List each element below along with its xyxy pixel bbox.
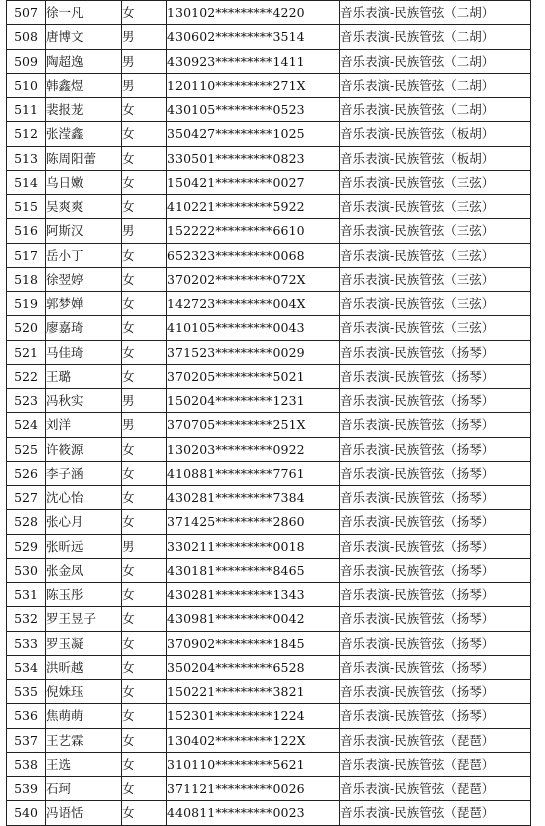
gender-cell: 女 (122, 510, 167, 534)
id-number-cell: 152301*********1224 (167, 704, 340, 728)
id-number-cell: 142723*********004X (167, 292, 340, 316)
name-cell: 倪姝珏 (46, 680, 122, 704)
gender-cell: 女 (122, 316, 167, 340)
table-row (7, 534, 531, 558)
row-number-cell: 528 (7, 510, 46, 534)
row-number-cell: 534 (7, 655, 46, 679)
gender-cell: 女 (122, 704, 167, 728)
row-number-cell: 514 (7, 170, 46, 194)
row-number-cell: 535 (7, 680, 46, 704)
id-number-cell: 430981*********0042 (167, 607, 340, 631)
major-cell: 音乐表演-民族管弦（琵琶） (340, 801, 531, 825)
gender-cell: 女 (122, 292, 167, 316)
name-cell: 岳小丁 (46, 243, 122, 267)
row-number-cell: 521 (7, 340, 46, 364)
major-cell: 音乐表演-民族管弦（扬琴） (340, 583, 531, 607)
row-number-cell: 531 (7, 583, 46, 607)
table-row (7, 243, 531, 267)
id-number-cell: 330501*********0823 (167, 146, 340, 170)
table-row (7, 292, 531, 316)
gender-cell: 女 (122, 1, 167, 25)
row-number-cell: 517 (7, 243, 46, 267)
id-number-cell: 370205*********5021 (167, 364, 340, 388)
major-cell: 音乐表演-民族管弦（二胡） (340, 25, 531, 49)
name-cell: 唐博文 (46, 25, 122, 49)
id-number-cell: 430281*********1343 (167, 583, 340, 607)
name-cell: 张昕远 (46, 534, 122, 558)
major-cell: 音乐表演-民族管弦（扬琴） (340, 486, 531, 510)
name-cell: 洪昕越 (46, 655, 122, 679)
id-number-cell: 430105*********0523 (167, 98, 340, 122)
name-cell: 罗玉凝 (46, 631, 122, 655)
row-number-cell: 525 (7, 437, 46, 461)
name-cell: 刘洋 (46, 413, 122, 437)
table-row (7, 583, 531, 607)
major-cell: 音乐表演-民族管弦（板胡） (340, 122, 531, 146)
id-number-cell: 371425*********2860 (167, 510, 340, 534)
table-row (7, 437, 531, 461)
row-number-cell: 524 (7, 413, 46, 437)
major-cell: 音乐表演-民族管弦（二胡） (340, 98, 531, 122)
gender-cell: 女 (122, 146, 167, 170)
row-number-cell: 511 (7, 98, 46, 122)
gender-cell: 女 (122, 267, 167, 291)
table-row (7, 486, 531, 510)
row-number-cell: 537 (7, 728, 46, 752)
major-cell: 音乐表演-民族管弦（三弦） (340, 316, 531, 340)
gender-cell: 女 (122, 752, 167, 776)
row-number-cell: 512 (7, 122, 46, 146)
table-row (7, 631, 531, 655)
gender-cell: 女 (122, 98, 167, 122)
name-cell: 张滢鑫 (46, 122, 122, 146)
table-row (7, 170, 531, 194)
name-cell: 陈周阳蕾 (46, 146, 122, 170)
id-number-cell: 152222*********6610 (167, 219, 340, 243)
major-cell: 音乐表演-民族管弦（扬琴） (340, 340, 531, 364)
table-row (7, 267, 531, 291)
gender-cell: 女 (122, 340, 167, 364)
table-row (7, 195, 531, 219)
row-number-cell: 522 (7, 364, 46, 388)
major-cell: 音乐表演-民族管弦（扬琴） (340, 607, 531, 631)
table-row (7, 558, 531, 582)
table-row (7, 25, 531, 49)
major-cell: 音乐表演-民族管弦（琵琶） (340, 728, 531, 752)
row-number-cell: 515 (7, 195, 46, 219)
id-number-cell: 130102*********4220 (167, 1, 340, 25)
major-cell: 音乐表演-民族管弦（三弦） (340, 267, 531, 291)
name-cell: 王璐 (46, 364, 122, 388)
table-row (7, 146, 531, 170)
id-number-cell: 440811*********0023 (167, 801, 340, 825)
id-number-cell: 120110*********271X (167, 73, 340, 97)
row-number-cell: 530 (7, 558, 46, 582)
major-cell: 音乐表演-民族管弦（扬琴） (340, 437, 531, 461)
major-cell: 音乐表演-民族管弦（扬琴） (340, 558, 531, 582)
name-cell: 吴爽爽 (46, 195, 122, 219)
major-cell: 音乐表演-民族管弦（二胡） (340, 73, 531, 97)
gender-cell: 女 (122, 607, 167, 631)
table-row (7, 340, 531, 364)
table-row (7, 704, 531, 728)
row-number-cell: 532 (7, 607, 46, 631)
row-number-cell: 508 (7, 25, 46, 49)
table-row (7, 122, 531, 146)
gender-cell: 女 (122, 777, 167, 801)
name-cell: 张金凤 (46, 558, 122, 582)
row-number-cell: 539 (7, 777, 46, 801)
row-number-cell: 507 (7, 1, 46, 25)
table-row (7, 728, 531, 752)
name-cell: 冯秋实 (46, 389, 122, 413)
id-number-cell: 350204*********6528 (167, 655, 340, 679)
gender-cell: 女 (122, 461, 167, 485)
major-cell: 音乐表演-民族管弦（二胡） (340, 1, 531, 25)
major-cell: 音乐表演-民族管弦（扬琴） (340, 704, 531, 728)
table-row (7, 364, 531, 388)
id-number-cell: 410105*********0043 (167, 316, 340, 340)
name-cell: 阿斯汉 (46, 219, 122, 243)
id-number-cell: 371121*********0026 (167, 777, 340, 801)
row-number-cell: 520 (7, 316, 46, 340)
gender-cell: 女 (122, 243, 167, 267)
major-cell: 音乐表演-民族管弦（三弦） (340, 219, 531, 243)
table-row (7, 777, 531, 801)
id-number-cell: 371523*********0029 (167, 340, 340, 364)
gender-cell: 女 (122, 486, 167, 510)
gender-cell: 女 (122, 728, 167, 752)
table-row (7, 98, 531, 122)
id-number-cell: 350427*********1025 (167, 122, 340, 146)
name-cell: 许筱源 (46, 437, 122, 461)
major-cell: 音乐表演-民族管弦（扬琴） (340, 655, 531, 679)
major-cell: 音乐表演-民族管弦（扬琴） (340, 413, 531, 437)
id-number-cell: 652323*********0068 (167, 243, 340, 267)
id-number-cell: 410221*********5922 (167, 195, 340, 219)
gender-cell: 女 (122, 122, 167, 146)
gender-cell: 男 (122, 73, 167, 97)
name-cell: 徐翌婷 (46, 267, 122, 291)
row-number-cell: 538 (7, 752, 46, 776)
gender-cell: 男 (122, 413, 167, 437)
gender-cell: 男 (122, 219, 167, 243)
gender-cell: 男 (122, 49, 167, 73)
candidate-roster-table (6, 0, 531, 826)
row-number-cell: 527 (7, 486, 46, 510)
table-row (7, 752, 531, 776)
table-row (7, 655, 531, 679)
id-number-cell: 310110*********5621 (167, 752, 340, 776)
name-cell: 李子涵 (46, 461, 122, 485)
id-number-cell: 150204*********1231 (167, 389, 340, 413)
table-row (7, 389, 531, 413)
gender-cell: 女 (122, 631, 167, 655)
major-cell: 音乐表演-民族管弦（琵琶） (340, 777, 531, 801)
major-cell: 音乐表演-民族管弦（二胡） (340, 49, 531, 73)
name-cell: 乌日嫩 (46, 170, 122, 194)
row-number-cell: 529 (7, 534, 46, 558)
gender-cell: 女 (122, 583, 167, 607)
major-cell: 音乐表演-民族管弦（板胡） (340, 146, 531, 170)
row-number-cell: 536 (7, 704, 46, 728)
major-cell: 音乐表演-民族管弦（三弦） (340, 243, 531, 267)
name-cell: 陶超逸 (46, 49, 122, 73)
gender-cell: 男 (122, 389, 167, 413)
id-number-cell: 430602*********3514 (167, 25, 340, 49)
name-cell: 焦萌萌 (46, 704, 122, 728)
major-cell: 音乐表演-民族管弦（扬琴） (340, 631, 531, 655)
name-cell: 张心月 (46, 510, 122, 534)
major-cell: 音乐表演-民族管弦（三弦） (340, 195, 531, 219)
id-number-cell: 130203*********0922 (167, 437, 340, 461)
gender-cell: 男 (122, 534, 167, 558)
id-number-cell: 370902*********1845 (167, 631, 340, 655)
row-number-cell: 510 (7, 73, 46, 97)
id-number-cell: 430281*********7384 (167, 486, 340, 510)
name-cell: 冯语恬 (46, 801, 122, 825)
major-cell: 音乐表演-民族管弦（扬琴） (340, 680, 531, 704)
name-cell: 王选 (46, 752, 122, 776)
major-cell: 音乐表演-民族管弦（扬琴） (340, 389, 531, 413)
gender-cell: 男 (122, 25, 167, 49)
major-cell: 音乐表演-民族管弦（三弦） (340, 292, 531, 316)
id-number-cell: 330211*********0018 (167, 534, 340, 558)
major-cell: 音乐表演-民族管弦（三弦） (340, 170, 531, 194)
major-cell: 音乐表演-民族管弦（扬琴） (340, 364, 531, 388)
gender-cell: 女 (122, 558, 167, 582)
gender-cell: 女 (122, 655, 167, 679)
gender-cell: 女 (122, 801, 167, 825)
gender-cell: 女 (122, 680, 167, 704)
name-cell: 徐一凡 (46, 1, 122, 25)
row-number-cell: 540 (7, 801, 46, 825)
table-row (7, 73, 531, 97)
row-number-cell: 509 (7, 49, 46, 73)
id-number-cell: 430181*********8465 (167, 558, 340, 582)
id-number-cell: 410881*********7761 (167, 461, 340, 485)
id-number-cell: 370705*********251X (167, 413, 340, 437)
gender-cell: 女 (122, 364, 167, 388)
name-cell: 裴报茏 (46, 98, 122, 122)
gender-cell: 女 (122, 437, 167, 461)
name-cell: 马佳琦 (46, 340, 122, 364)
id-number-cell: 430923*********1411 (167, 49, 340, 73)
id-number-cell: 150421*********0027 (167, 170, 340, 194)
gender-cell: 女 (122, 195, 167, 219)
table-row (7, 510, 531, 534)
table-row (7, 316, 531, 340)
name-cell: 沈心怡 (46, 486, 122, 510)
row-number-cell: 523 (7, 389, 46, 413)
row-number-cell: 526 (7, 461, 46, 485)
major-cell: 音乐表演-民族管弦（扬琴） (340, 510, 531, 534)
major-cell: 音乐表演-民族管弦（琵琶） (340, 752, 531, 776)
name-cell: 石珂 (46, 777, 122, 801)
table-row (7, 1, 531, 25)
row-number-cell: 516 (7, 219, 46, 243)
id-number-cell: 130402*********122X (167, 728, 340, 752)
gender-cell: 女 (122, 170, 167, 194)
roster-table-body (7, 1, 531, 826)
row-number-cell: 513 (7, 146, 46, 170)
row-number-cell: 519 (7, 292, 46, 316)
table-row (7, 219, 531, 243)
table-row (7, 49, 531, 73)
id-number-cell: 150221*********3821 (167, 680, 340, 704)
name-cell: 韩鑫煜 (46, 73, 122, 97)
major-cell: 音乐表演-民族管弦（扬琴） (340, 534, 531, 558)
name-cell: 王艺霖 (46, 728, 122, 752)
name-cell: 陈玉彤 (46, 583, 122, 607)
table-row (7, 801, 531, 825)
name-cell: 罗王昱子 (46, 607, 122, 631)
table-row (7, 413, 531, 437)
row-number-cell: 533 (7, 631, 46, 655)
table-row (7, 680, 531, 704)
table-row (7, 607, 531, 631)
major-cell: 音乐表演-民族管弦（扬琴） (340, 461, 531, 485)
table-row (7, 461, 531, 485)
name-cell: 郭梦婵 (46, 292, 122, 316)
row-number-cell: 518 (7, 267, 46, 291)
id-number-cell: 370202*********072X (167, 267, 340, 291)
name-cell: 廖嘉琦 (46, 316, 122, 340)
